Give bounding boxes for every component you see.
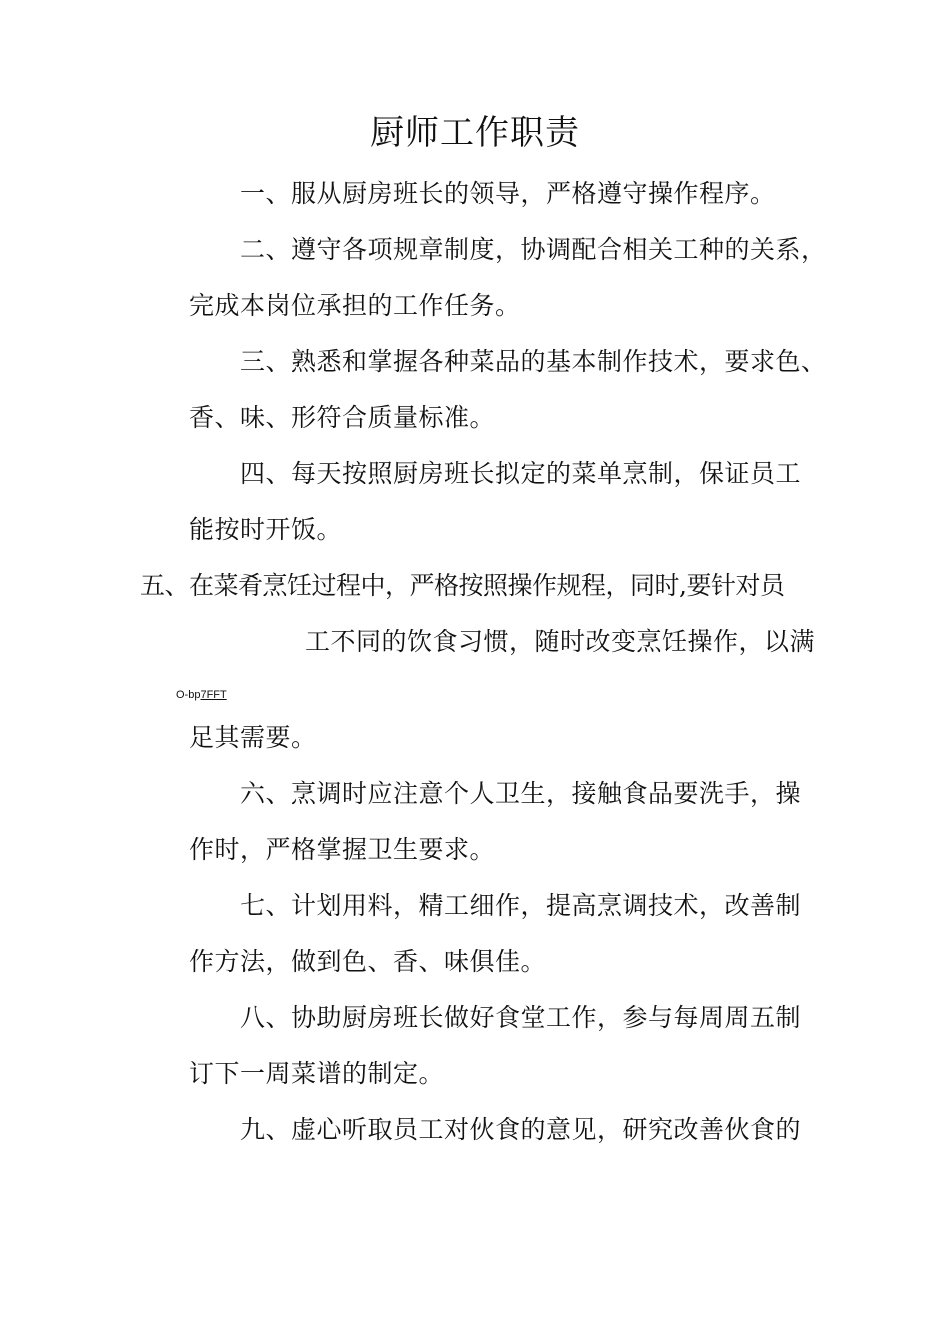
duty-line-8-cont: 订下一周菜谱的制定。 xyxy=(189,1059,445,1088)
page-title: 厨师工作职责 xyxy=(370,113,580,153)
duty-line-2: 二、遵守各项规章制度，协调配合相关工种的关系， xyxy=(240,235,827,264)
stray-mark-prefix: O-bp xyxy=(176,689,201,701)
stray-mark-underlined: 7FFT xyxy=(200,689,227,701)
duty-line-4: 四、每天按照厨房班长拟定的菜单烹制，保证员工 xyxy=(240,459,802,488)
duty-line-7: 七、计划用料，精工细作，提高烹调技术，改善制 xyxy=(240,891,802,920)
duty-line-2-cont: 完成本岗位承担的工作任务。 xyxy=(189,291,521,320)
duty-line-4-cont: 能按时开饭。 xyxy=(189,515,343,544)
duty-line-5: 五、在菜肴烹饪过程中，严格按照操作规程，同时,要针对员 xyxy=(140,571,785,600)
stray-mark xyxy=(176,688,227,702)
duty-line-5-cont: 工不同的饮食习惯，随时改变烹饪操作，以满 xyxy=(305,627,816,656)
duty-line-1: 一、服从厨房班长的领导，严格遵守操作程序。 xyxy=(240,179,776,208)
duty-line-9: 九、虚心听取员工对伙食的意见，研究改善伙食的 xyxy=(240,1115,802,1144)
duty-line-6-cont: 作时，严格掌握卫生要求。 xyxy=(189,835,496,864)
duty-line-7-cont: 作方法，做到色、香、味俱佳。 xyxy=(189,947,547,976)
duty-line-5-end: 足其需要。 xyxy=(189,723,317,752)
duty-line-8: 八、协助厨房班长做好食堂工作，参与每周周五制 xyxy=(240,1003,802,1032)
duty-line-3: 三、熟悉和掌握各种菜品的基本制作技术，要求色、 xyxy=(240,347,827,376)
duty-line-6: 六、烹调时应注意个人卫生，接触食品要洗手，操 xyxy=(240,779,802,808)
duty-line-3-cont: 香、味、形符合质量标准。 xyxy=(189,403,496,432)
